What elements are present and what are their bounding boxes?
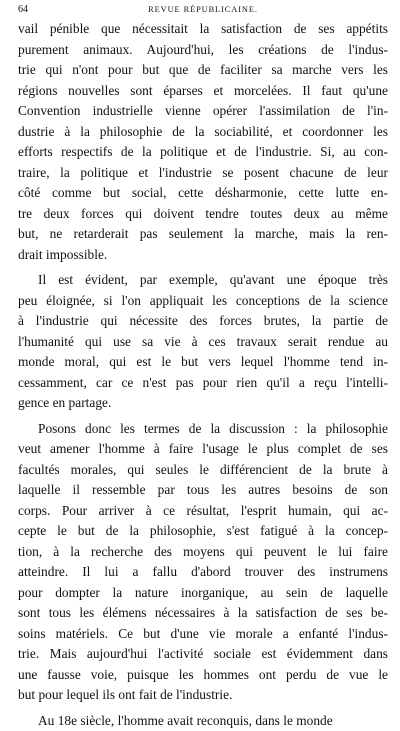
paragraph xyxy=(18,419,388,706)
journal-title: REVUE RÉPUBLICAINE. xyxy=(18,5,388,14)
running-head xyxy=(18,4,388,18)
text-line: gence en partage. xyxy=(18,393,388,414)
text-line: tion, à la recherche des moyens qui peuvent le lui faire xyxy=(18,542,388,563)
text-line: corps. Pour arriver à ce résultat, l'esprit humain, qui ac- xyxy=(18,501,388,522)
text-line: une fausse voie, puisque les hommes ont perdu de vue le xyxy=(18,665,388,686)
text-line: laquelle il ressemble par tous les autres besoins de son xyxy=(18,480,388,501)
text-line: efforts respectifs de la politique et de l'industrie. Si, au con- xyxy=(18,142,388,163)
text-line: Convention industrielle vienne opérer l'assimilation de l'in- xyxy=(18,101,388,122)
text-line: l'humanité qui use sa vie à ces travaux serait rendue au xyxy=(18,332,388,353)
text-line: tre deux forces qui doivent tendre toutes deux au même xyxy=(18,204,388,225)
text-line: veut amener l'homme à faire l'usage le plus complet de ses xyxy=(18,439,388,460)
document-page xyxy=(18,4,388,731)
text-line: traire, la politique et l'industrie se posent chacune de leur xyxy=(18,163,388,184)
text-line: atteindre. Il lui a fallu d'abord trouver des instrumens xyxy=(18,562,388,583)
text-line: régions nouvelles sont éparses et morcelées. Il faut qu'une xyxy=(18,81,388,102)
text-line: Au 18e siècle, l'homme avait reconquis, dans le monde xyxy=(18,711,388,731)
text-line: but pour lequel ils ont fait de l'industrie. xyxy=(18,685,388,706)
text-line: pour dompter la nature inorganique, au sein de laquelle xyxy=(18,583,388,604)
text-line: Il est évident, par exemple, qu'avant une époque très xyxy=(18,270,388,291)
text-line: dustrie à la philosophie de la sociabilité, et coordonner les xyxy=(18,122,388,143)
text-line: sont tous les élémens nécessaires à la satisfaction de ses be- xyxy=(18,603,388,624)
text-line: cessamment, car ce n'est pas pour rien qu'il a reçu l'intelli- xyxy=(18,373,388,394)
text-line: trie. Mais aujourd'hui l'activité sociale est évidemment dans xyxy=(18,644,388,665)
text-line: côté comme but social, cette désharmonie, cette lutte en- xyxy=(18,183,388,204)
text-line: cepte le but de la philosophie, s'est fatigué à la concep- xyxy=(18,521,388,542)
text-line: but, ne retarderait pas seulement la marche, mais la ren- xyxy=(18,224,388,245)
body-text xyxy=(18,19,388,731)
text-line: soins matériels. Ce but d'une vie morale a enfanté l'indus- xyxy=(18,624,388,645)
paragraph xyxy=(18,270,388,414)
text-line: monde moral, qui est le but vers lequel l'homme tend in- xyxy=(18,352,388,373)
text-line: Posons donc les termes de la discussion : la philosophie xyxy=(18,419,388,440)
text-line: à l'industrie qui nécessite des forces brutes, la partie de xyxy=(18,311,388,332)
paragraph xyxy=(18,19,388,265)
text-line: vail pénible que nécessitait la satisfaction de ses appétits xyxy=(18,19,388,40)
page-number: 64 xyxy=(18,4,28,15)
text-line: peu éloignée, si l'on appliquait les conceptions de la science xyxy=(18,291,388,312)
text-line: purement animaux. Aujourd'hui, les créations de l'indus- xyxy=(18,40,388,61)
text-line: drait impossible. xyxy=(18,245,388,266)
text-line: facultés morales, qui seules le différencient de la brute à xyxy=(18,460,388,481)
text-line: trie qui n'ont pour but que de faciliter sa marche vers les xyxy=(18,60,388,81)
